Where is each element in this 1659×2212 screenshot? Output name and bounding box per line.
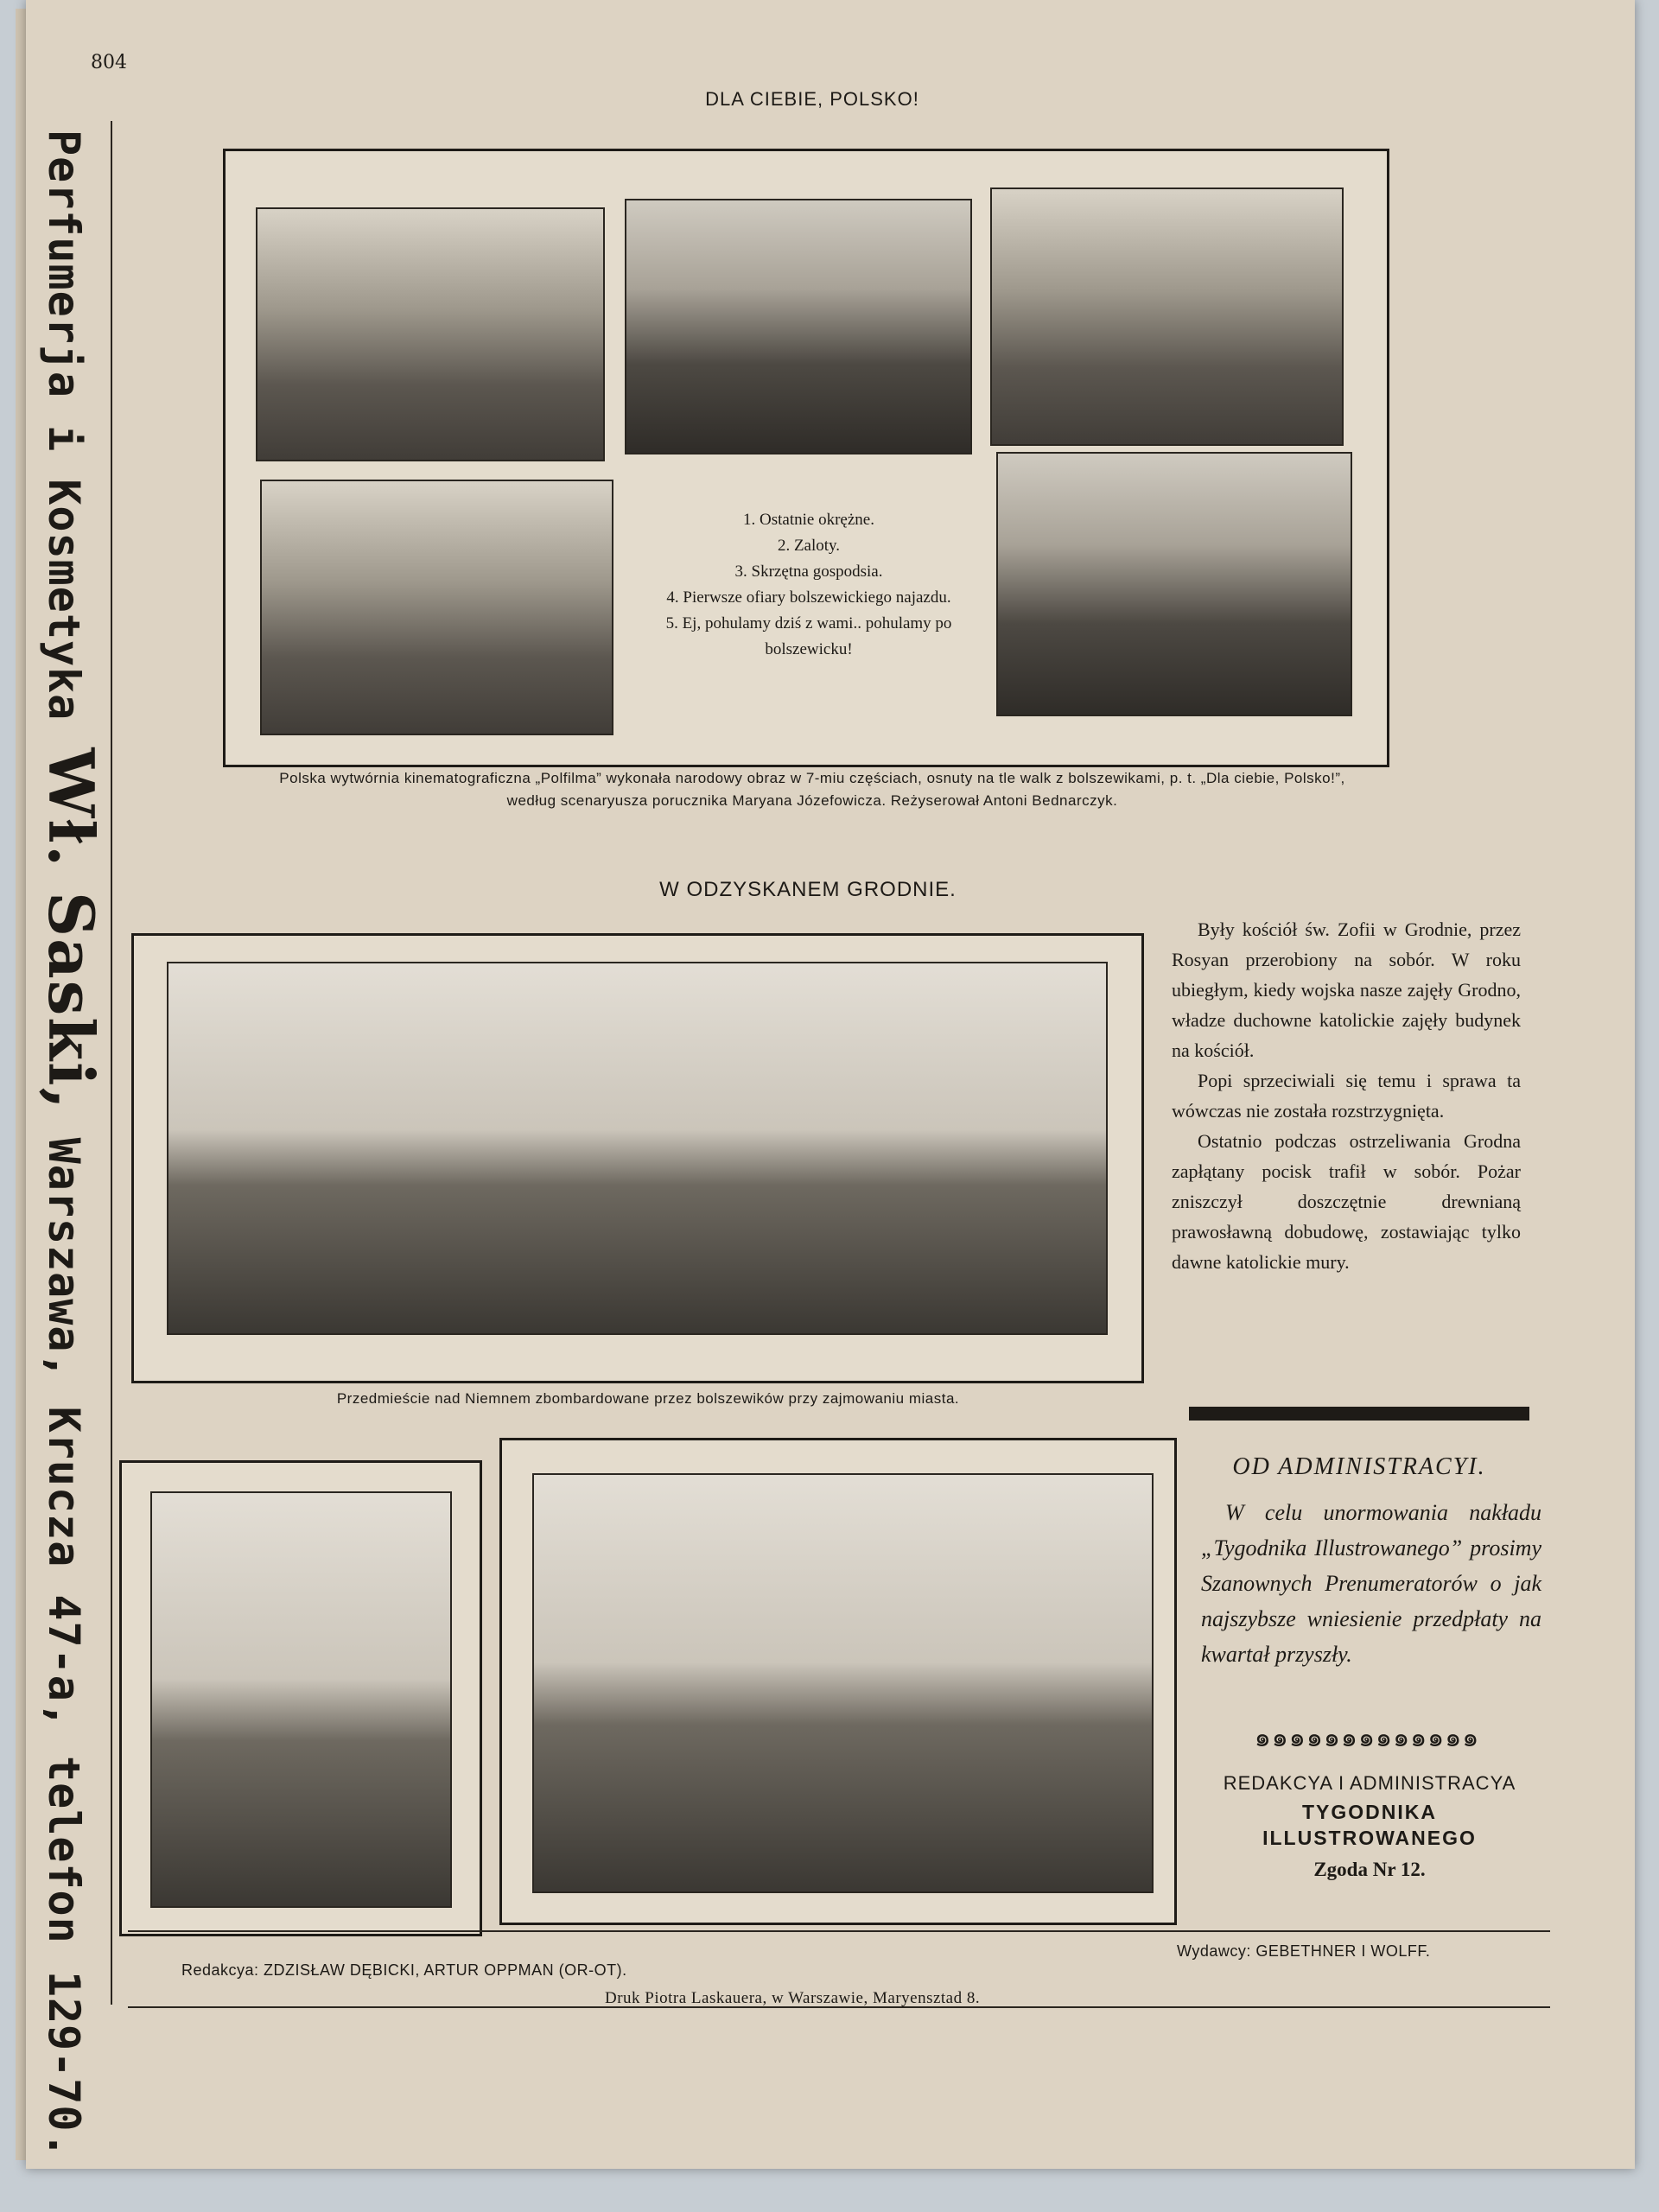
ad-divider-rule [111,121,112,2005]
admin-notice-text [1201,1495,1541,1672]
sig-line-1: REDAKCYA I ADMINISTRACYA [1223,1772,1516,1794]
film-photo-frame [223,149,1389,767]
photo-grodno-suburb [167,962,1108,1335]
sig-line-4: Zgoda Nr 12. [1313,1859,1426,1880]
caption-item: 5. Ej, pohulamy dziś z wami.. pohulamy po bolszewicku! [665,614,952,658]
photo-church-burning [150,1491,452,1908]
admin-signature [1189,1768,1550,1889]
admin-notice-paragraph: W celu unormowania nakładu „Tygodnika Illustrowanego” prosimy Szanownych Prenumeratorów o jak najszybsze wniesienie przedpłaty na kwartał przyszły. [1201,1500,1541,1667]
grodno-photo-frame [131,933,1144,1383]
sig-line-2: TYGODNIKA [1302,1801,1437,1823]
photo-caption-list [636,507,982,663]
article2-paragraph: Były kościół św. Zofii w Grodnie, przez Rosyan przerobiony na sobór. W roku ubiegłym, kiedy wojska nasze zajęły Grodno, władze duchowne katolickie zajęły budynek na kościół. [1172,918,1521,1061]
photo-3 [990,188,1344,446]
footer-printer: Druk Piotra Laskauera, w Warszawie, Maryensztad 8. [605,1989,981,2007]
footer-publishers: Wydawcy: GEBETHNER I WOLFF. [1177,1942,1431,1960]
caption-item: 4. Pierwsze ofiary bolszewickiego najazdu. [666,588,951,607]
grodno-photo-caption: Przedmieście nad Niemnem zbombardowane przez bolszewików przy zajmowaniu miasta. [336,1390,960,1407]
description-line-2: według scenaryusza porucznika Maryana Józefowicza. Reżyserował Antoni Bednarczyk. [506,792,1118,809]
article2-paragraph: Ostatnio podczas ostrzeliwania Grodna zapłątany pocisk trafił w sobór. Pożar zniszczył doszczętnie drewnianą prawosławną dobudowę, zostawiając tylko dawne katolickie mury. [1172,1130,1521,1273]
photo-2 [625,199,972,454]
ornament-divider: ๑๑๑๑๑๑๑๑๑๑๑๑๑ [1254,1723,1480,1753]
footer-editors: Redakcya: ZDZISŁAW DĘBICKI, ARTUR OPPMAN (OR-OT). [181,1961,627,1979]
page-number: 804 [91,52,127,73]
caption-item: 2. Zaloty. [777,537,841,555]
article2-body [1172,914,1521,1277]
photo-church-square [532,1473,1154,1893]
admin-title: OD ADMINISTRACYI. [1232,1453,1486,1480]
article2-paragraph: Popi sprzeciwiali się temu i sprawa ta wówczas nie została rozstrzygnięta. [1172,1070,1521,1122]
article1-title: DLA CIEBIE, POLSKO! [705,88,919,110]
caption-item: 1. Ostatnie okrężne. [743,511,874,529]
church-fire-frame [119,1460,482,1936]
sig-line-3: ILLUSTROWANEGO [1262,1827,1477,1849]
article2-title: W ODZYSKANEM GRODNIE. [659,878,957,901]
photo-5 [996,452,1352,716]
ad-line-2: Warszawa, Krucza 47-a, telefon 129-70. [39,1137,89,2159]
ad-name: Wł. Saski, [35,747,108,1111]
side-advertisement [29,130,112,2159]
footer-rule-top [128,1930,1550,1932]
photo-1 [256,207,605,461]
ad-line-1: Perfumerja i Kosmetyka [39,130,89,721]
photo-4 [260,480,613,735]
article1-description [130,767,1495,812]
caption-item: 3. Skrzętna gospodsia. [734,563,883,581]
description-line-1: Polska wytwórnia kinematograficzna „Polfilma” wykonała narodowy obraz w 7-miu częściach, osnuty na tle walk z bolszewikami, p. t. „Dla ciebie, Polsko!”, [279,770,1345,786]
church-square-frame [499,1438,1177,1925]
admin-top-bar [1189,1407,1529,1421]
